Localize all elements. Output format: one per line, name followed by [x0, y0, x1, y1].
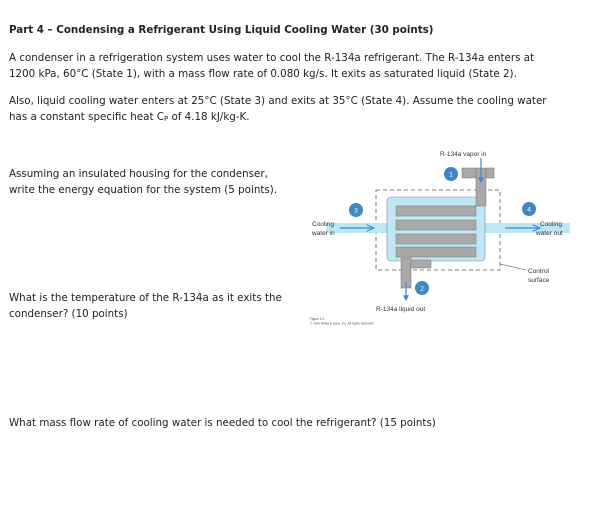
state-2-number: 2: [420, 285, 424, 293]
cooling-water-line-2-prefix: has a constant specific heat C: [9, 111, 164, 123]
question-3: What mass flow rate of cooling water is needed to cool the refrigerant? (15 points): [9, 417, 436, 429]
cooling-water-out-label-1: Cooling: [540, 221, 563, 228]
figure-caption-number: Figure 6.1: [310, 317, 325, 321]
cooling-water-line-1: Also, liquid cooling water enters at 25°C (State 3) and exits at 35°C (State 4). Assume the cooling water: [9, 95, 547, 107]
vapor-in-label: R-134a vapor in: [440, 151, 487, 158]
problem-statement-line-2: 1200 kPa, 60°C (State 1), with a mass flow rate of 0.080 kg/s. It exits as saturated liquid (State 2).: [9, 68, 517, 80]
liquid-out-label: R-134a liquid out: [376, 306, 426, 313]
inlet-flange-left: [462, 168, 476, 178]
control-surface-leader: [500, 264, 526, 270]
condenser-tube-3: [396, 234, 476, 244]
state-1-number: 1: [449, 171, 453, 179]
cooling-water-in-label-1: Cooling: [312, 221, 335, 228]
question-1-line-1: Assuming an insulated housing for the condenser,: [9, 168, 268, 180]
question-2-line-2: condenser? (10 points): [9, 308, 128, 320]
condenser-tube-4: [396, 247, 476, 257]
question-1-line-2: write the energy equation for the system (5 points).: [9, 184, 278, 196]
control-surface-label-2: surface: [528, 277, 550, 284]
condenser-tube-1: [396, 206, 476, 216]
page-title: Part 4 – Condensing a Refrigerant Using Liquid Cooling Water (30 points): [9, 24, 434, 36]
condenser-figure: [300, 140, 590, 350]
outlet-flange: [411, 260, 431, 268]
figure-copyright: © John Wiley & Sons, Inc. All rights reserved.: [310, 321, 374, 326]
problem-statement-line-1: A condenser in a refrigeration system uses water to cool the R-134a refrigerant. The R-134a enters at: [9, 52, 535, 64]
cooling-water-in-label-2: water in: [312, 230, 335, 237]
condenser-tube-2: [396, 220, 476, 230]
question-2-line-1: What is the temperature of the R-134a as it exits the: [9, 292, 282, 304]
state-4-number: 4: [527, 206, 531, 214]
cooling-water-line-2-suffix: of 4.18 kJ/kg-K.: [168, 111, 250, 123]
state-3-number: 3: [354, 207, 358, 215]
cooling-water-line-2: [9, 109, 250, 128]
control-surface-label-1: Control: [528, 268, 549, 275]
cooling-water-out-label-2: water out: [536, 230, 563, 237]
inlet-flange-right: [486, 168, 494, 178]
cp-subscript: P: [163, 115, 169, 123]
